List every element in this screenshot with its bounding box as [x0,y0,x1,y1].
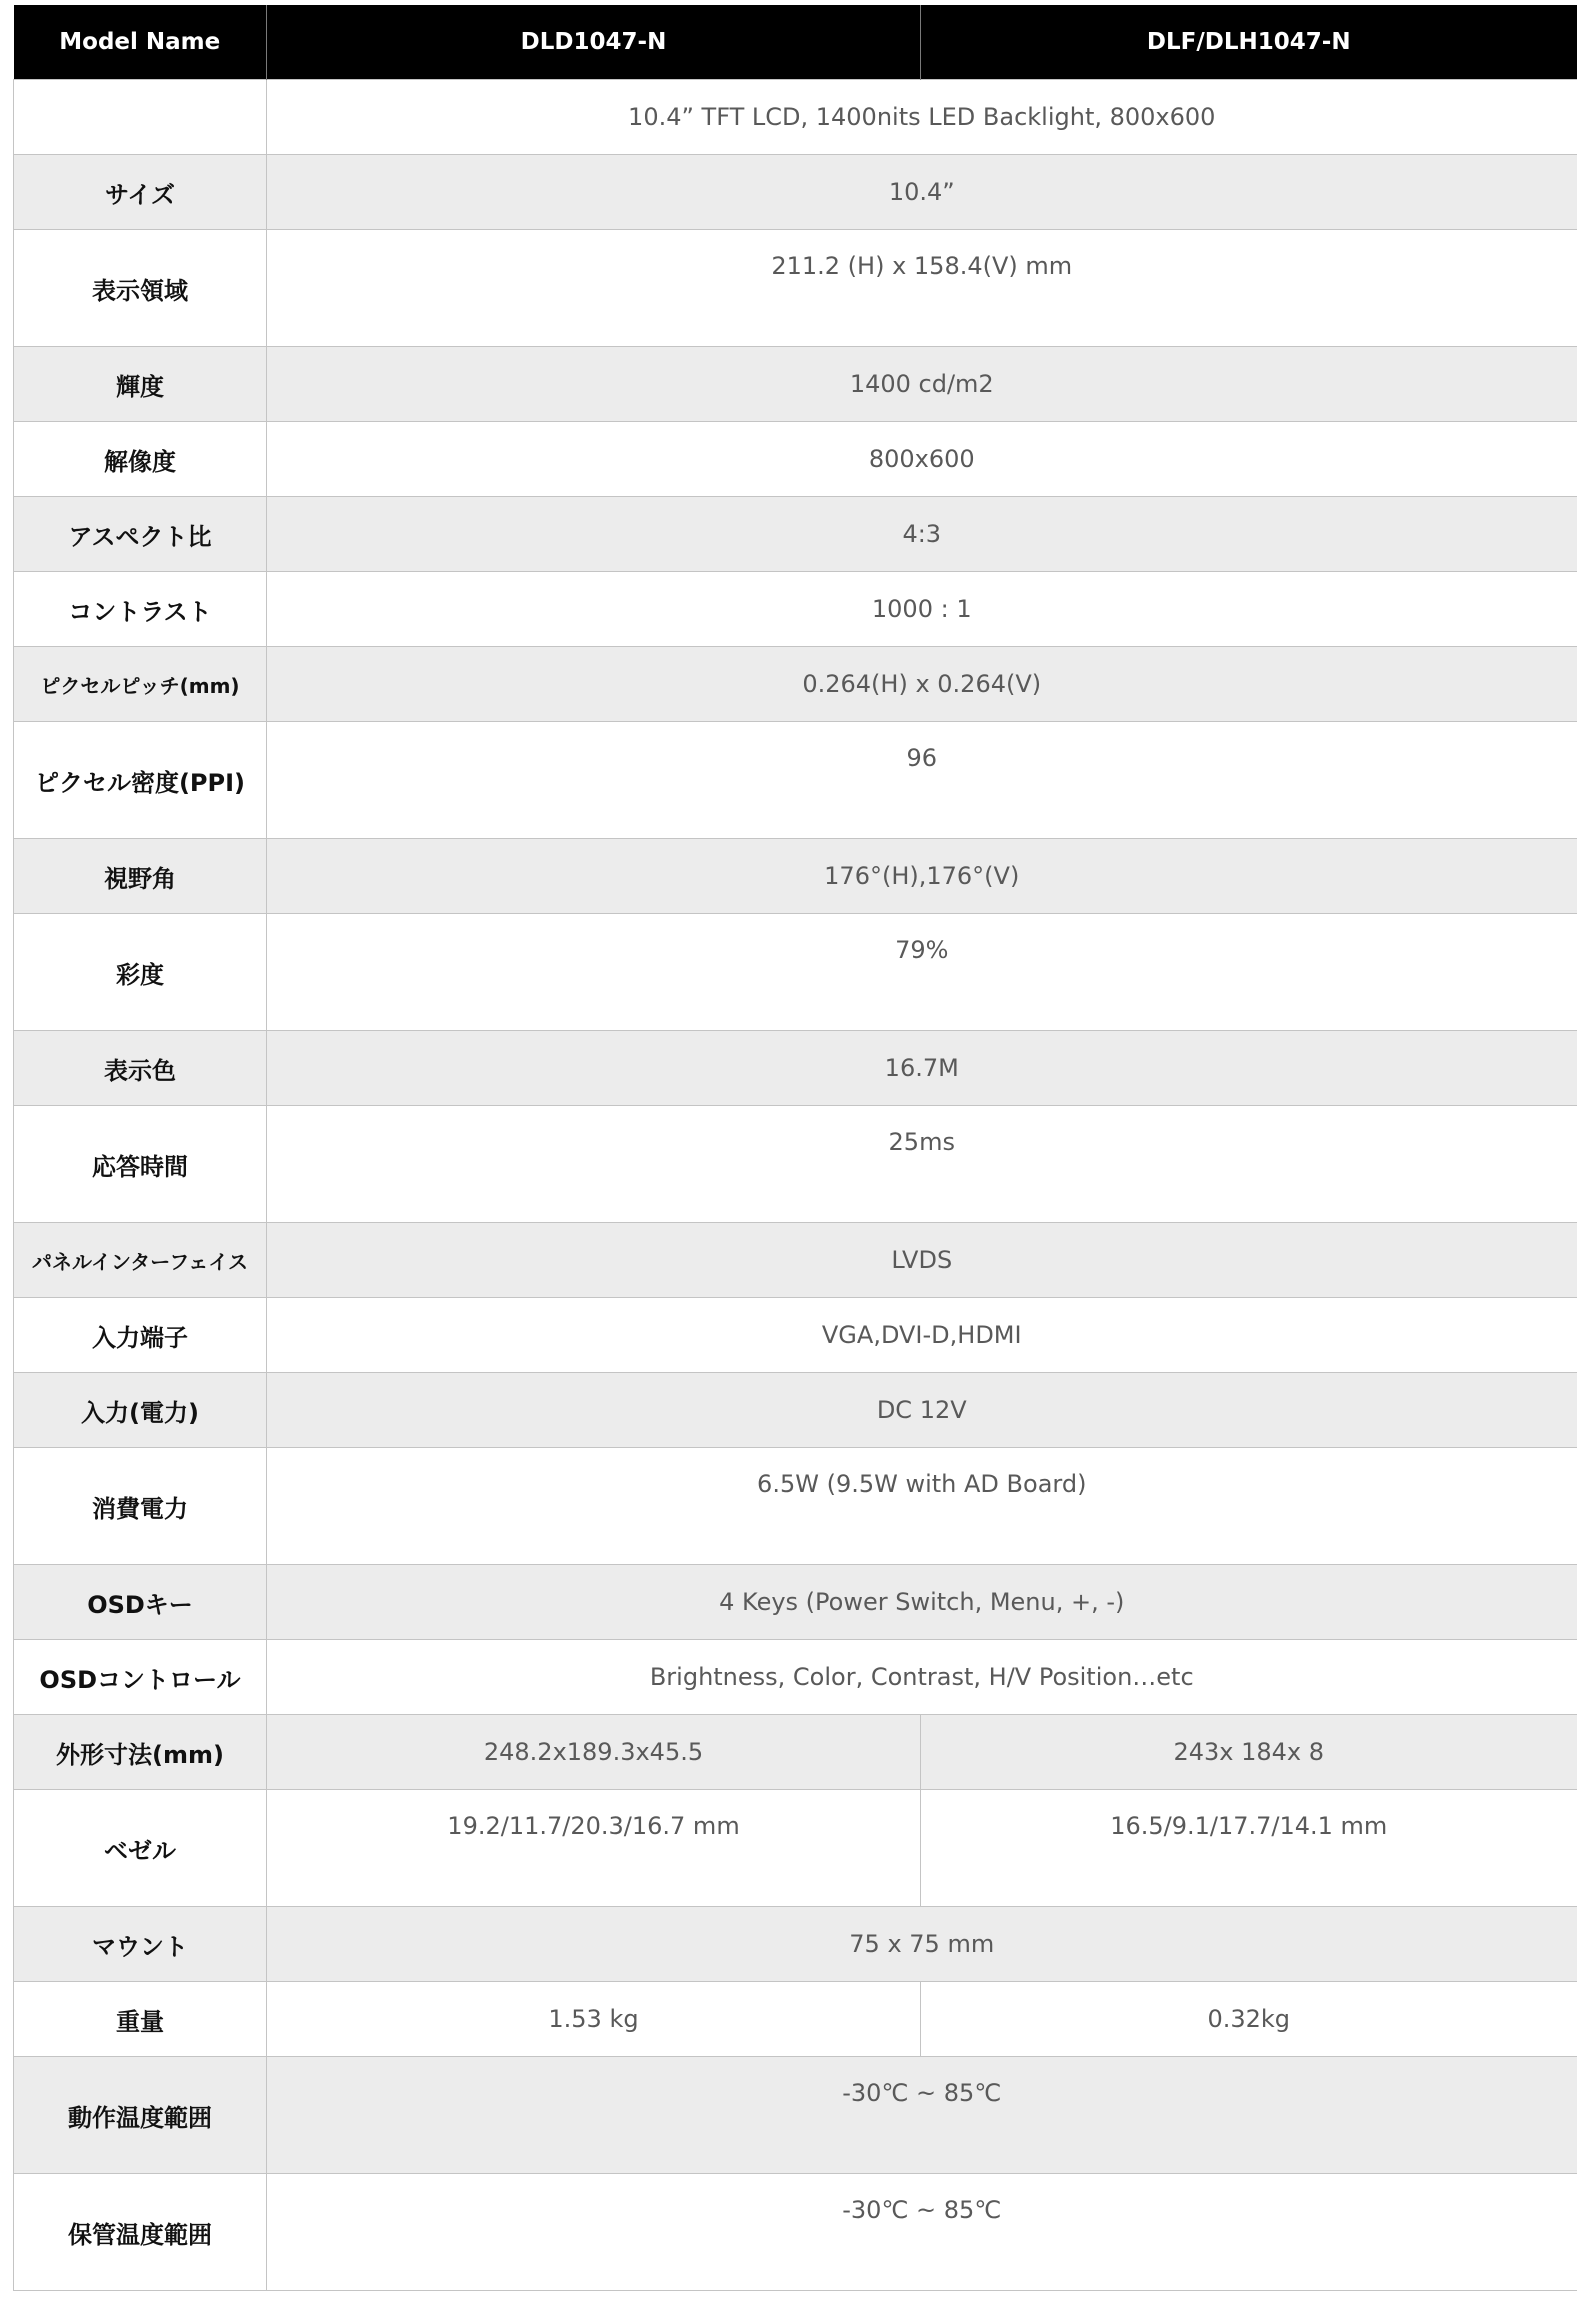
spec-row-osd-control [14,1640,1577,1715]
spec-row-brightness [14,347,1577,422]
row-value: 1000 : 1 [267,572,1577,647]
row-value: Brightness, Color, Contrast, H/V Position…etc [267,1640,1577,1715]
spec-row-bezel [14,1790,1577,1907]
row-value: LVDS [267,1223,1577,1298]
row-label: マウント [14,1907,267,1982]
row-label: 輝度 [14,347,267,422]
row-value: 79% [267,914,1577,1031]
header-model-dld1047n: DLD1047-N [267,5,921,80]
row-value-model-a: 248.2x189.3x45.5 [267,1715,921,1790]
spec-row-contrast [14,572,1577,647]
spec-row-operating-temperature [14,2057,1577,2174]
spec-row-input-ports [14,1298,1577,1373]
row-label: 表示領域 [14,230,267,347]
row-value: 16.7M [267,1031,1577,1106]
row-label: 解像度 [14,422,267,497]
row-label: 表示色 [14,1031,267,1106]
spec-row-display-colors [14,1031,1577,1106]
row-label: 応答時間 [14,1106,267,1223]
row-label: コントラスト [14,572,267,647]
spec-row-pixel-pitch [14,647,1577,722]
row-label: アスペクト比 [14,497,267,572]
row-label: 重量 [14,1982,267,2057]
row-value: 25ms [267,1106,1577,1223]
row-value-model-a: 19.2/11.7/20.3/16.7 mm [267,1790,921,1907]
header-model-dlf-dlh1047n: DLF/DLH1047-N [921,5,1577,80]
row-label: 外形寸法(mm) [14,1715,267,1790]
row-label: 視野角 [14,839,267,914]
spec-row-resolution [14,422,1577,497]
row-label: 消費電力 [14,1448,267,1565]
row-value: 800x600 [267,422,1577,497]
row-value: 6.5W (9.5W with AD Board) [267,1448,1577,1565]
spec-row-viewing-angle [14,839,1577,914]
spec-row-display-area [14,230,1577,347]
spec-row-panel-interface [14,1223,1577,1298]
spec-row-mount [14,1907,1577,1982]
spec-row-size [14,155,1577,230]
row-value: 10.4” TFT LCD, 1400nits LED Backlight, 800x600 [267,80,1577,155]
row-value: -30℃ ~ 85℃ [267,2174,1577,2291]
spec-table [13,5,1577,2291]
row-value: 10.4” [267,155,1577,230]
row-value: -30℃ ~ 85℃ [267,2057,1577,2174]
row-value: 4 Keys (Power Switch, Menu, +, -) [267,1565,1577,1640]
row-value: 75 x 75 mm [267,1907,1577,1982]
row-label: パネルインターフェイス [14,1223,267,1298]
spec-row-pixel-density [14,722,1577,839]
row-label: OSDキー [14,1565,267,1640]
row-value: 211.2 (H) x 158.4(V) mm [267,230,1577,347]
row-value-model-a: 1.53 kg [267,1982,921,2057]
row-label: サイズ [14,155,267,230]
row-label: ピクセル密度(PPI) [14,722,267,839]
row-value: 176°(H),176°(V) [267,839,1577,914]
row-value: 96 [267,722,1577,839]
spec-row-power-consumption [14,1448,1577,1565]
row-label: 保管温度範囲 [14,2174,267,2291]
row-value-model-b: 243x 184x 8 [921,1715,1577,1790]
row-label [14,80,267,155]
row-value-model-b: 0.32kg [921,1982,1577,2057]
header-row [14,5,1577,80]
row-value: 1400 cd/m2 [267,347,1577,422]
row-label: ピクセルピッチ(mm) [14,647,267,722]
row-value: DC 12V [267,1373,1577,1448]
row-label: 彩度 [14,914,267,1031]
spec-row-weight [14,1982,1577,2057]
row-label: 入力端子 [14,1298,267,1373]
row-value: 0.264(H) x 0.264(V) [267,647,1577,722]
row-label: 入力(電力) [14,1373,267,1448]
spec-row-saturation [14,914,1577,1031]
header-label-model-name: Model Name [14,5,267,80]
row-value: VGA,DVI-D,HDMI [267,1298,1577,1373]
spec-row-panel [14,80,1577,155]
row-label: 動作温度範囲 [14,2057,267,2174]
row-value: 4:3 [267,497,1577,572]
row-label: OSDコントロール [14,1640,267,1715]
spec-row-aspect-ratio [14,497,1577,572]
row-value-model-b: 16.5/9.1/17.7/14.1 mm [921,1790,1577,1907]
spec-row-dimensions [14,1715,1577,1790]
spec-row-storage-temperature [14,2174,1577,2291]
spec-row-response-time [14,1106,1577,1223]
spec-row-osd-keys [14,1565,1577,1640]
spec-row-power-input [14,1373,1577,1448]
row-label: ベゼル [14,1790,267,1907]
